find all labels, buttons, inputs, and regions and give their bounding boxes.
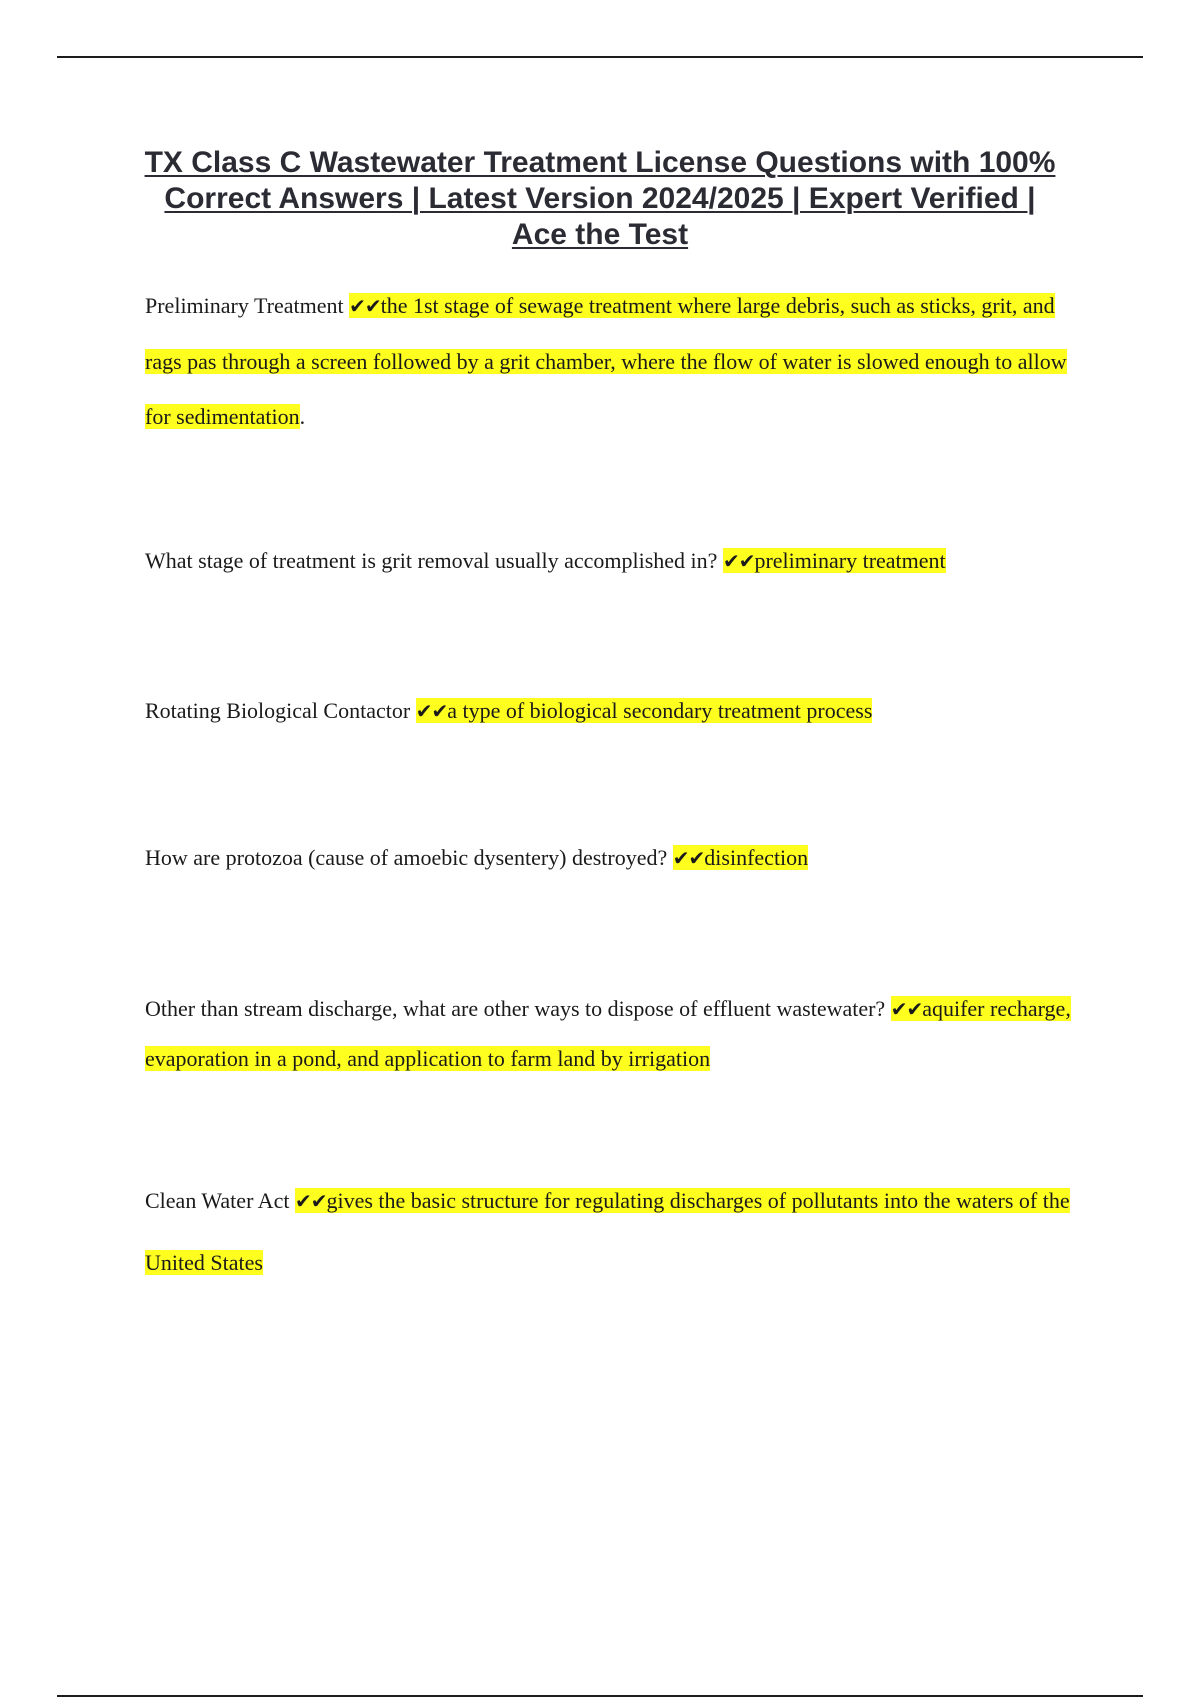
check-icon: ✔✔ [294, 1189, 327, 1213]
qa-item-clean-water-act [145, 1170, 1090, 1293]
answer-text: the 1st stage of sewage treatment where large debris, such as sticks, grit, and rags pas through a screen followed by a grit chamber, where the flow of water is slowed enough to allow for sedimentation [145, 293, 1067, 429]
question-text: Clean Water Act [145, 1188, 290, 1213]
answer-text: a type of biological secondary treatment process [447, 698, 873, 723]
question-text: How are protozoa (cause of amoebic dysentery) destroyed? [145, 845, 668, 870]
header-rule [57, 56, 1143, 58]
qa-item-grit-removal [145, 533, 1090, 589]
check-icon: ✔✔ [722, 549, 755, 573]
qa-item-preliminary-treatment [145, 278, 1090, 444]
answer-text: gives the basic structure for regulating discharges of pollutants into the waters of the United States [145, 1188, 1070, 1275]
footer-rule [57, 1695, 1143, 1697]
answer-highlight [723, 548, 946, 573]
question-text: What stage of treatment is grit removal usually accomplished in? [145, 548, 718, 573]
answer-highlight [416, 698, 873, 723]
qa-item-rotating-biological-contactor [145, 683, 1090, 739]
answer-text: disinfection [704, 845, 809, 870]
check-icon: ✔✔ [349, 294, 381, 318]
answer-text: preliminary treatment [754, 548, 946, 573]
question-text: Preliminary Treatment [145, 293, 344, 318]
answer-highlight [673, 845, 808, 870]
check-icon: ✔✔ [890, 997, 923, 1021]
qa-item-effluent-disposal [145, 984, 1090, 1083]
answer-text: aquifer recharge, evaporation in a pond, and application to farm land by irrigation [145, 996, 1071, 1071]
answer-trailing: . [299, 404, 306, 429]
check-icon: ✔✔ [415, 699, 448, 723]
question-text: Other than stream discharge, what are other ways to dispose of effluent wastewater? [145, 996, 886, 1021]
question-text: Rotating Biological Contactor [145, 698, 411, 723]
document-title: TX Class C Wastewater Treatment License Questions with 100% Correct Answers | Latest Version 2024/2025 | Expert Verified | Ace the Test [144, 146, 1056, 251]
check-icon: ✔✔ [672, 846, 705, 870]
qa-item-protozoa [145, 830, 1090, 886]
